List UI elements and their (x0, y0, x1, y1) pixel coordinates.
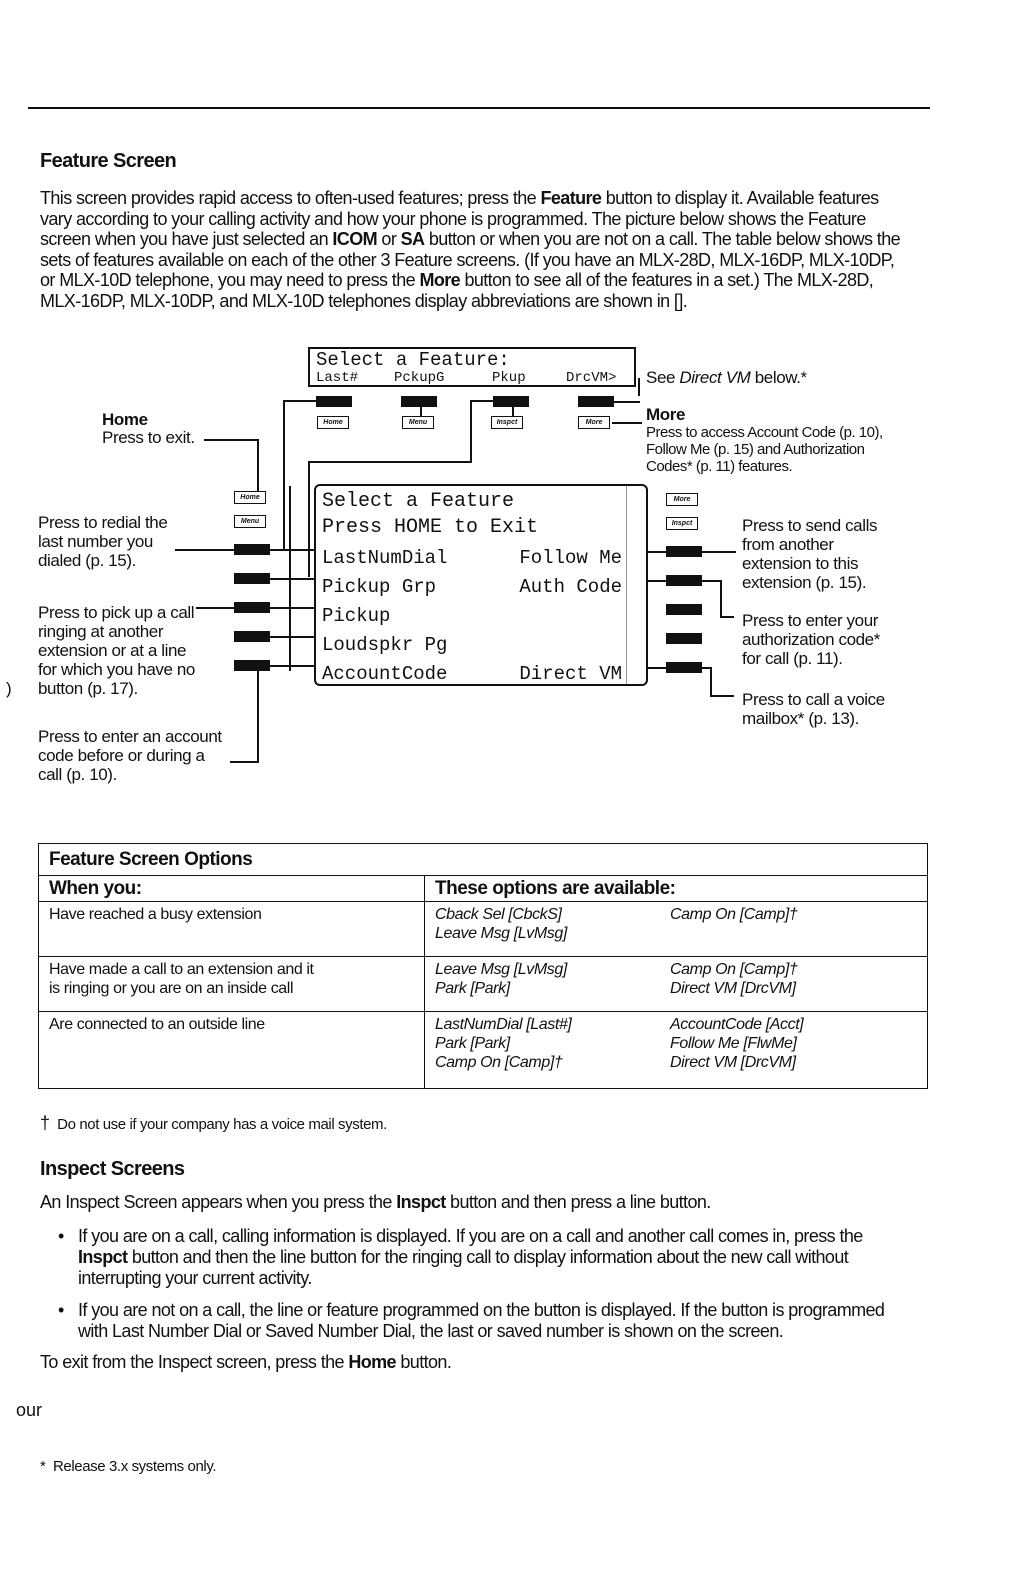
inspect-bullet-2: • If you are not on a call, the line or feature programmed on the button is displayed. If the button is programmed with Last Number Dial or Saved Number Dial, the last or saved number is shown on the screen. (58, 1300, 885, 1341)
intro-line-2: vary according to your calling activity and how your phone is programmed. The picture below shows the Feature (40, 208, 866, 229)
release-footnote: * Release 3.x systems only. (40, 1458, 217, 1475)
left-feature-button-1[interactable] (234, 544, 270, 555)
menu-button-side[interactable]: Menu (234, 515, 266, 528)
right-feature-button-4[interactable] (666, 633, 702, 644)
left-feature-button-2[interactable] (234, 573, 270, 584)
right-feature-button-2[interactable] (666, 575, 702, 586)
display-row-4 (322, 631, 622, 660)
home-button-side[interactable]: Home (234, 491, 266, 504)
intro-line-3: screen when you have just selected an ICOM or SA button or when you are not on a call. The table below shows the (40, 229, 901, 249)
send-calls-callout: Press to send calls from another extension to this extension (p. 15). (742, 516, 878, 592)
small-item-pkup: Pkup (492, 370, 526, 386)
table-title: Feature Screen Options (39, 844, 928, 876)
display-item-auth-code: Auth Code (519, 576, 622, 598)
section-title-feature-screen: Feature Screen (40, 150, 177, 172)
home-callout-text: Press to exit. (102, 428, 195, 447)
display-row-3 (322, 602, 622, 631)
softkey-2[interactable] (401, 396, 437, 407)
display-row-2 (322, 573, 622, 602)
display-item-loudspkr-pg: Loudspkr Pg (322, 634, 448, 656)
softkey-4[interactable] (578, 396, 614, 407)
left-feature-button-5[interactable] (234, 660, 270, 671)
more-button-side[interactable]: More (666, 493, 698, 506)
inspect-exit-text: To exit from the Inspect screen, press the Home button. (40, 1352, 452, 1372)
large-display-line1: Select a Feature (322, 490, 515, 513)
menu-button-top[interactable]: Menu (402, 416, 434, 429)
right-feature-button-3[interactable] (666, 604, 702, 615)
feature-screen-options-table (38, 843, 928, 1089)
display-item-follow-me: Follow Me (519, 547, 622, 569)
display-row-1 (322, 544, 622, 573)
home-button-top[interactable]: Home (317, 416, 349, 429)
more-callout-title: More (646, 405, 686, 424)
inspect-intro: An Inspect Screen appears when you press the Inspct button and then press a line button. (40, 1192, 711, 1212)
more-button-top[interactable]: More (578, 416, 610, 429)
right-feature-button-5[interactable] (666, 662, 702, 673)
small-item-drcvm: DrcVM> (566, 370, 617, 386)
table-footnote: † Do not use if your company has a voice mail system. (40, 1113, 387, 1133)
col-header-when: When you: (39, 876, 425, 902)
display-item-lastnumdial: LastNumDial (322, 547, 448, 569)
display-item-accountcode: AccountCode (322, 663, 448, 685)
left-feature-button-4[interactable] (234, 631, 270, 642)
section-title-inspect-screens: Inspect Screens (40, 1158, 185, 1180)
more-callout-text: Press to access Account Code (p. 10), Follow Me (p. 15) and Authorization Codes* (p. 11) features. (646, 424, 883, 475)
large-display-line2: Press HOME to Exit (322, 516, 539, 539)
intro-line-4: sets of features available on each of the other 3 Feature screens. (If you have an MLX-28D, MLX-16DP, MLX-10DP, (40, 249, 895, 270)
voice-mailbox-callout: Press to call a voice mailbox* (p. 13). (742, 690, 885, 728)
display-item-pickup-grp: Pickup Grp (322, 576, 437, 598)
intro-line-6: MLX-16DP, MLX-10DP, and MLX-10D telephones display abbreviations are shown in []. (40, 290, 688, 311)
intro-line-5: or MLX-10D telephone, you may need to press the More button to see all of the features in a set.) The MLX-28D, (40, 270, 874, 290)
small-display-line1: Select a Feature: (316, 349, 510, 371)
auth-code-callout: Press to enter your authorization code* for call (p. 11). (742, 611, 880, 668)
intro-line-1: This screen provides rapid access to often-used features; press the Feature button to display it. Available features (40, 188, 879, 208)
softkey-1[interactable] (316, 396, 352, 407)
redial-callout: Press to redial the last number you dialed (p. 15). (38, 513, 168, 570)
inspect-bullet-1: • If you are on a call, calling information is displayed. If you are on a call and another call comes in, press the Inspct button and then the line button for the ringing call to display information about the new call without interrupting your current activity. (58, 1226, 863, 1288)
inspct-button-top[interactable]: Inspct (491, 416, 523, 429)
table-row: Have made a call to an extension and it is ringing or you are on an inside call Leave Msg [LvMsg] Park [Park] Camp On [Camp]† Direct VM [DrcVM] (39, 957, 928, 1012)
home-callout-title: Home (102, 410, 148, 429)
display-item-pickup: Pickup (322, 605, 391, 627)
right-feature-button-1[interactable] (666, 546, 702, 557)
account-code-callout: Press to enter an account code before or during a call (p. 10). (38, 727, 222, 784)
small-display (308, 347, 636, 387)
large-display (314, 484, 648, 686)
margin-text: our (16, 1400, 43, 1420)
inspct-button-side[interactable]: Inspct (666, 517, 698, 530)
small-item-last: Last# (316, 370, 359, 386)
pickup-callout: Press to pick up a call ringing at another extension or at a line for which you have no button (p. 17). (38, 603, 195, 698)
display-item-direct-vm: Direct VM (519, 663, 622, 685)
large-display-rows (322, 544, 622, 689)
col-header-options: These options are available: (425, 876, 928, 902)
left-feature-button-3[interactable] (234, 602, 270, 613)
small-item-pckupg: PckupG (394, 370, 445, 386)
table-row: Have reached a busy extension Cback Sel [CbckS] Leave Msg [LvMsg] Camp On [Camp]† (39, 902, 928, 957)
display-row-5 (322, 660, 622, 689)
margin-mark: ) (6, 679, 12, 698)
softkey-3[interactable] (493, 396, 529, 407)
see-direct-vm-note: See Direct VM below.* (646, 368, 807, 387)
table-row: Are connected to an outside line LastNumDial [Last#] Park [Park] Camp On [Camp]† AccountCode [Acct] Follow Me [FlwMe] Direct VM [DrcVM] (39, 1012, 928, 1089)
